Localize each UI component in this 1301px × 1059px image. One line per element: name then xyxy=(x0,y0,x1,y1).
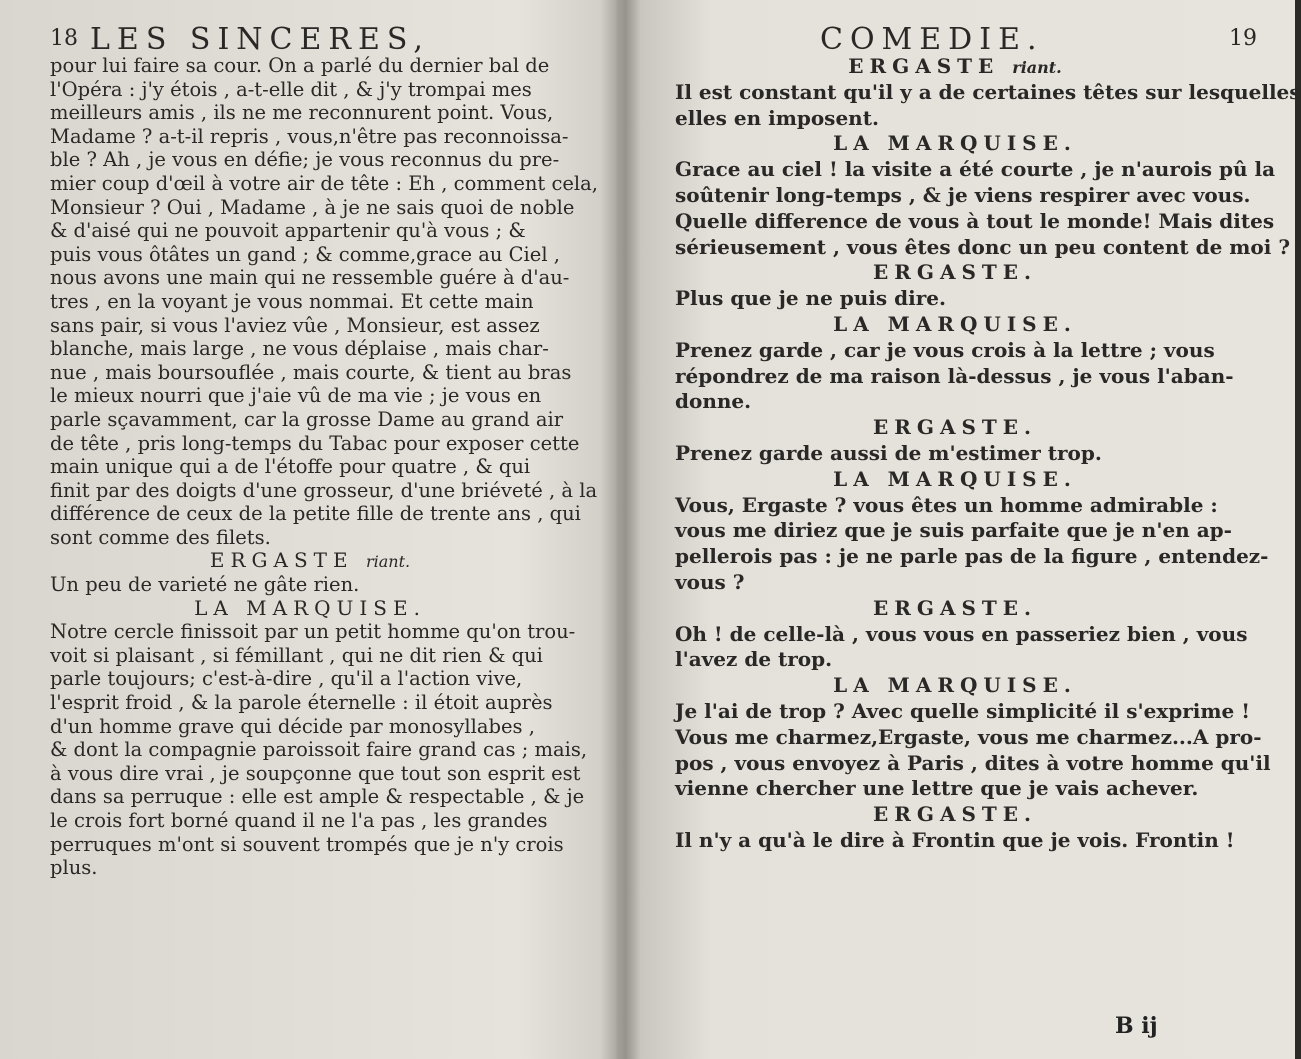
text-line: parle toujours; c'est-à-dire , qu'il a l'action vive, xyxy=(50,667,523,691)
text-line: à vous dire vrai , je soupçonne que tout son esprit est xyxy=(50,761,581,785)
text-line: donne. xyxy=(675,389,752,414)
text-line: Je l'ai de trop ? Avec quelle simplicité il s'exprime ! xyxy=(675,698,1250,723)
text-line: Notre cercle finissoit par un petit homme qu'on trou- xyxy=(50,620,576,644)
text-line: plus. xyxy=(50,856,98,880)
text-line: Il n'y a qu'à le dire à Frontin que je vois. Frontin ! xyxy=(675,827,1235,852)
text-line: parle sçavamment, car la grosse Dame au grand air xyxy=(50,407,564,431)
speaker-heading xyxy=(675,415,1235,441)
text-line: le mieux nourri que j'aie vû de ma vie ; je vous en xyxy=(50,384,542,408)
text-line: répondrez de ma raison là-dessus , je vous l'aban- xyxy=(675,363,1234,388)
left-running-head xyxy=(50,22,570,58)
speaker-name: ERGASTE. xyxy=(873,415,1037,440)
left-page-text xyxy=(50,54,598,880)
speaker-name: ERGASTE. xyxy=(873,260,1037,285)
text-line: Vous me charmez,Ergaste, vous me charmez...A pro- xyxy=(675,724,1262,749)
text-line: perruques m'ont si souvent trompés que je n'y crois xyxy=(50,832,564,856)
speaker-heading xyxy=(675,596,1235,622)
stage-direction: riant. xyxy=(1012,58,1062,77)
text-line: Monsieur ? Oui , Madame , à je ne sais quoi de noble xyxy=(50,195,575,219)
text-line: vous me diriez que je suis parfaite que je n'en ap- xyxy=(675,518,1232,543)
speaker-name: ERGASTE xyxy=(209,548,354,573)
text-line: sans pair, si vous l'aviez vûe , Monsieur, est assez xyxy=(50,313,540,337)
text-line: & d'aisé qui ne pouvoit appartenir qu'à vous ; & xyxy=(50,219,526,243)
book-gutter xyxy=(600,0,640,1059)
text-line: dans sa perruque : elle est ample & respectable , & je xyxy=(50,785,585,809)
text-line: Madame ? a-t-il repris , vous,n'être pas reconnoissa- xyxy=(50,124,569,148)
text-line: puis vous ôtâtes un gand ; & comme,grace au Ciel , xyxy=(50,242,560,266)
text-line: vienne chercher une lettre que je vais achever. xyxy=(675,776,1199,801)
left-running-title: LES SINCERES, xyxy=(90,22,430,57)
speaker-heading xyxy=(675,260,1235,286)
text-line: mier coup d'œil à votre air de tête : Eh , comment cela, xyxy=(50,171,598,195)
text-line: Oh ! de celle-là , vous vous en passeriez bien , vous xyxy=(675,621,1248,646)
speaker-heading xyxy=(675,467,1235,493)
right-page-number: 19 xyxy=(1229,26,1257,51)
text-line: blanche, mais large , ne vous déplaise , mais char- xyxy=(50,337,549,361)
text-line: l'esprit froid , & la parole éternelle : il étoit auprès xyxy=(50,691,553,715)
text-line: Quelle difference de vous à tout le monde! Mais dites xyxy=(675,208,1275,233)
text-line: Vous, Ergaste ? vous êtes un homme admirable : xyxy=(675,492,1218,517)
stage-direction: riant. xyxy=(365,552,411,572)
right-page-text xyxy=(675,54,1301,854)
speaker-heading xyxy=(50,549,570,573)
text-line: nue , mais boursouflée , mais courte, & tient au bras xyxy=(50,360,572,384)
right-running-title: COMEDIE. xyxy=(820,22,1044,57)
text-line: finit par des doigts d'une grosseur, d'une briéveté , à la xyxy=(50,478,598,502)
text-line: d'un homme grave qui décide par monosyllabes , xyxy=(50,714,535,738)
text-line: tres , en la voyant je vous nommai. Et cette main xyxy=(50,289,534,313)
text-line: nous avons une main qui ne ressemble guére à d'au- xyxy=(50,266,570,290)
speaker-name: ERGASTE. xyxy=(873,595,1037,620)
text-line: pellerois pas : je ne parle pas de la figure , entendez- xyxy=(675,544,1269,569)
text-line: Un peu de varieté ne gâte rien. xyxy=(50,573,360,597)
text-line: l'Opéra : j'y étois , a-t-elle dit , & j'y trompai mes xyxy=(50,77,532,101)
text-line: meilleurs amis , ils ne me reconnurent point. Vous, xyxy=(50,101,554,125)
signature-mark: B ij xyxy=(1115,1013,1158,1039)
speaker-name: LA MARQUISE. xyxy=(833,311,1077,336)
speaker-heading xyxy=(675,802,1235,828)
speaker-heading xyxy=(50,597,570,621)
text-line: Il est constant qu'il y a de certaines têtes sur lesquelles xyxy=(675,79,1301,104)
text-line: voit si plaisant , si fémillant , qui ne dit rien & qui xyxy=(50,643,543,667)
left-page-number: 18 xyxy=(50,26,78,51)
text-line: différence de ceux de la petite fille de trente ans , qui xyxy=(50,502,581,526)
text-line: le crois fort borné quand il ne l'a pas , les grandes xyxy=(50,809,548,832)
text-line: l'avez de trop. xyxy=(675,647,833,672)
text-line: sont comme des filets. xyxy=(50,525,271,549)
text-line: sérieusement , vous êtes donc un peu content de moi ? xyxy=(675,234,1291,259)
text-line: soûtenir long-temps , & je viens respirer avec vous. xyxy=(675,182,1251,207)
speaker-heading xyxy=(675,673,1235,699)
speaker-name: LA MARQUISE. xyxy=(194,595,426,620)
speaker-heading xyxy=(675,312,1235,338)
text-line: Grace au ciel ! la visite a été courte , je n'aurois pû la xyxy=(675,157,1276,182)
text-line: pour lui faire sa cour. On a parlé du dernier bal de xyxy=(50,54,550,77)
right-running-head xyxy=(675,22,1257,58)
speaker-heading xyxy=(675,131,1235,157)
text-line: pos , vous envoyez à Paris , dites à votre homme qu'il xyxy=(675,750,1271,775)
speaker-name: LA MARQUISE. xyxy=(833,673,1077,698)
text-line: ble ? Ah , je vous en défie; je vous reconnus du pre- xyxy=(50,148,560,172)
text-line: & dont la compagnie paroissoit faire grand cas ; mais, xyxy=(50,738,588,762)
text-line: Plus que je ne puis dire. xyxy=(675,286,946,311)
text-line: main unique qui a de l'étoffe pour quatre , & qui xyxy=(50,455,531,479)
text-line: de tête , pris long-temps du Tabac pour exposer cette xyxy=(50,431,580,455)
text-line: Prenez garde aussi de m'estimer trop. xyxy=(675,440,1102,465)
speaker-name: ERGASTE. xyxy=(873,802,1037,827)
speaker-name: LA MARQUISE. xyxy=(833,131,1077,156)
text-line: Prenez garde , car je vous crois à la lettre ; vous xyxy=(675,337,1215,362)
speaker-name: LA MARQUISE. xyxy=(833,466,1077,491)
text-line: vous ? xyxy=(675,569,745,594)
text-line: elles en imposent. xyxy=(675,105,879,130)
speaker-heading xyxy=(675,54,1235,80)
speaker-name: ERGASTE xyxy=(848,54,1000,78)
